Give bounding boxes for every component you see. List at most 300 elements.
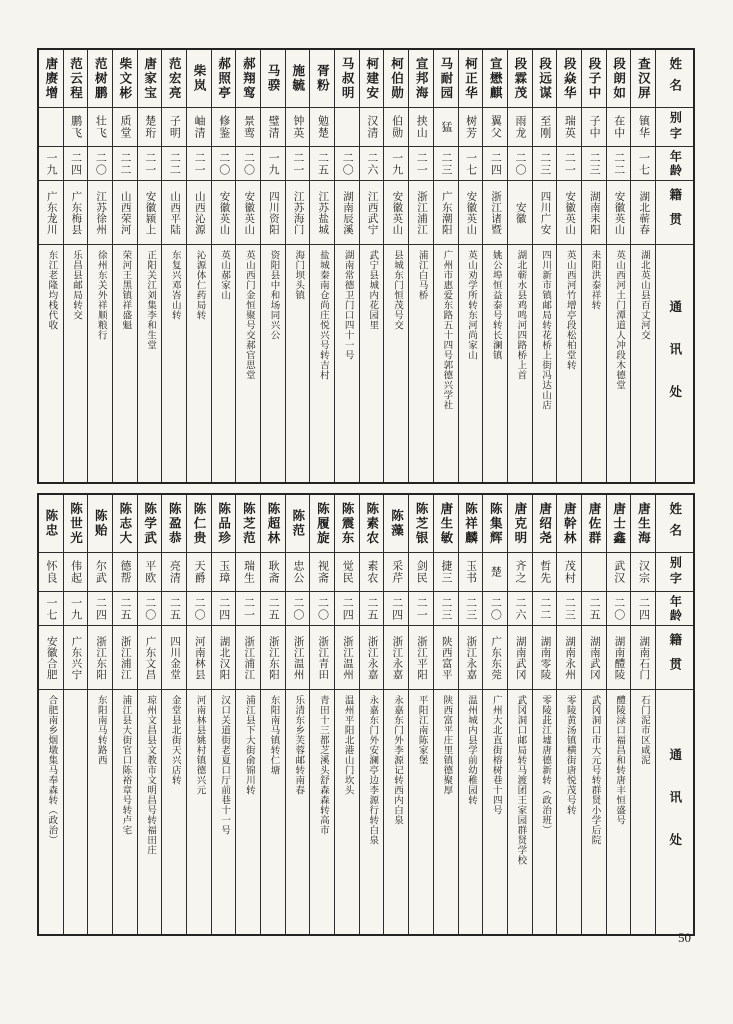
- entry-name: 施毓: [290, 64, 305, 93]
- entry-native-place: 广东文昌: [144, 635, 156, 680]
- name-cell: [582, 495, 606, 553]
- name-cell: [212, 50, 236, 108]
- entry-age: 二五: [119, 596, 132, 621]
- entry-address: 醴陵渌口福昌和转唐丰恒盛号: [614, 695, 625, 825]
- entry-age: 二四: [341, 596, 354, 621]
- entry-address: 温州城内县学前幼稚园转: [466, 695, 477, 805]
- address-cell: [533, 690, 557, 934]
- entry-native-place: 浙江永嘉: [391, 635, 403, 680]
- entry-age: 二〇: [489, 596, 502, 621]
- courtesy-name-cell: [261, 108, 285, 147]
- entry-native-place: 安徽英山: [391, 190, 403, 235]
- address-cell: [533, 245, 557, 482]
- name-cell: [138, 495, 162, 553]
- entry-address: 琼州文昌县文教市文明昌号转福田庄: [145, 695, 156, 855]
- native-place-cell: [212, 626, 236, 690]
- entry-column: [606, 50, 631, 482]
- native-place-cell: [113, 181, 137, 245]
- age-cell: [459, 147, 483, 181]
- entry-column: [556, 50, 581, 482]
- entry-name: 唐生敏: [438, 501, 453, 546]
- name-cell: [236, 50, 260, 108]
- age-cell: [286, 147, 310, 181]
- entry-native-place: 湖南辰溪: [341, 190, 353, 235]
- entry-column: [285, 495, 310, 934]
- entry-age: 一九: [44, 151, 57, 176]
- entry-name: 唐赓增: [43, 56, 58, 101]
- age-cell: [409, 147, 433, 181]
- name-cell: [557, 50, 581, 108]
- courtesy-name-cell: [39, 553, 63, 592]
- courtesy-name-cell: [557, 553, 581, 592]
- entry-address: 沁源体仁药局转: [194, 250, 205, 320]
- name-cell: [310, 495, 334, 553]
- entry-courtesy-name: 瑞英: [563, 115, 576, 139]
- header-column: [655, 50, 693, 482]
- native-place-cell: [483, 626, 507, 690]
- entry-name: 唐克明: [512, 501, 527, 546]
- native-place-cell: [459, 626, 483, 690]
- entry-address: 陕西富平庄里镇德聚厚: [441, 695, 452, 795]
- native-place-cell: [409, 626, 433, 690]
- entry-address: 浦江县下大街俞锦川转: [243, 695, 254, 795]
- entry-age: 二五: [365, 596, 378, 621]
- entry-name: 陈震东: [340, 501, 355, 546]
- entry-column: [235, 50, 260, 482]
- age-cell: [162, 147, 186, 181]
- entry-column: [211, 495, 236, 934]
- entry-courtesy-name: 鹏飞: [69, 115, 82, 139]
- name-cell: [483, 495, 507, 553]
- entry-age: 二〇: [143, 596, 156, 621]
- entry-address: 武宁县城内花园里: [367, 250, 378, 330]
- address-cell: [187, 690, 211, 934]
- entry-courtesy-name: 镇华: [637, 115, 650, 139]
- address-cell: [631, 245, 655, 482]
- native-place-cell: [138, 626, 162, 690]
- address-cell: [607, 245, 631, 482]
- entry-age: 二四: [637, 596, 650, 621]
- entry-name: 陈履旋: [315, 501, 330, 546]
- entry-address: 青田十三都芝溪头舒森森转高市: [317, 695, 328, 835]
- entry-courtesy-name: 雨龙: [514, 115, 527, 139]
- courtesy-name-cell: [138, 108, 162, 147]
- entry-address: 四川新市镇邮局转花桥上街冯达山店: [540, 250, 551, 410]
- entry-native-place: 浙江青田: [317, 635, 329, 680]
- entry-age: 二一: [291, 151, 304, 176]
- address-cell: [582, 690, 606, 934]
- entry-native-place: 广东东莞: [490, 635, 502, 680]
- entry-age: 二五: [316, 151, 329, 176]
- entry-native-place: 湖南永州: [564, 635, 576, 680]
- entry-courtesy-name: 齐之: [514, 560, 527, 584]
- entry-courtesy-name: 至刚: [538, 115, 551, 139]
- entry-column: [507, 495, 532, 934]
- courtesy-name-cell: [360, 553, 384, 592]
- age-cell: [557, 592, 581, 626]
- entry-courtesy-name: 汉宗: [637, 560, 650, 584]
- address-cell: [483, 690, 507, 934]
- column-header-courtesy-name: 别字: [668, 556, 683, 588]
- address-cell: [434, 245, 458, 482]
- address-cell: [162, 245, 186, 482]
- entry-courtesy-name: 采芹: [390, 560, 403, 584]
- entry-column: [161, 50, 186, 482]
- entry-address: 湖北蕲水县鸡鸣河四路桥上首: [515, 250, 526, 380]
- header-cell-courtesy-name: [656, 108, 693, 147]
- entry-address: 姚公埠恒益泰号转长澜镇: [490, 250, 501, 360]
- entry-address: 零陵黄汤镇横街唐悦茂号转: [564, 695, 575, 815]
- courtesy-name-cell: [335, 553, 359, 592]
- entry-age: 二五: [588, 596, 601, 621]
- name-cell: [360, 495, 384, 553]
- address-cell: [261, 245, 285, 482]
- age-cell: [434, 592, 458, 626]
- entry-name: 陈芝银: [414, 501, 429, 546]
- entry-courtesy-name: 伯勋: [390, 115, 403, 139]
- entry-courtesy-name: 瑞生: [242, 560, 255, 584]
- native-place-cell: [286, 626, 310, 690]
- entry-age: 二一: [143, 151, 156, 176]
- age-cell: [187, 592, 211, 626]
- name-cell: [187, 50, 211, 108]
- name-cell: [360, 50, 384, 108]
- address-cell: [212, 245, 236, 482]
- entry-name: 唐士鑫: [611, 501, 626, 546]
- entry-courtesy-name: 茂村: [563, 560, 576, 584]
- name-cell: [607, 50, 631, 108]
- age-cell: [582, 592, 606, 626]
- entry-native-place: 安徽英山: [465, 190, 477, 235]
- name-cell: [310, 50, 334, 108]
- native-place-cell: [533, 626, 557, 690]
- address-cell: [557, 245, 581, 482]
- entry-name: 陈芝范: [241, 501, 256, 546]
- entry-age: 二〇: [612, 596, 625, 621]
- entry-native-place: 湖南石门: [638, 635, 650, 680]
- entry-column: [482, 50, 507, 482]
- header-column: [655, 495, 693, 934]
- age-cell: [360, 592, 384, 626]
- courtesy-name-cell: [162, 108, 186, 147]
- entry-courtesy-name: 子中: [588, 115, 601, 139]
- address-cell: [236, 690, 260, 934]
- entry-address: 平阳江南陈家堡: [416, 695, 427, 765]
- age-cell: [113, 592, 137, 626]
- entry-address: 湖北英山县百丈河交: [638, 250, 649, 340]
- native-place-cell: [434, 626, 458, 690]
- address-cell: [261, 690, 285, 934]
- entry-column: [606, 495, 631, 934]
- native-place-cell: [582, 181, 606, 245]
- courtesy-name-cell: [286, 553, 310, 592]
- entry-courtesy-name: 勉楚: [316, 115, 329, 139]
- entry-age: 二三: [538, 151, 551, 176]
- entry-native-place: 安徽英山: [613, 190, 625, 235]
- name-cell: [434, 50, 458, 108]
- entry-native-place: 江苏海门: [292, 190, 304, 235]
- entry-native-place: 浙江温州: [292, 635, 304, 680]
- entry-native-place: 湖北汉阳: [218, 635, 230, 680]
- name-cell: [631, 50, 655, 108]
- entry-age: 二一: [563, 151, 576, 176]
- native-place-cell: [508, 626, 532, 690]
- courtesy-name-cell: [533, 108, 557, 147]
- name-cell: [384, 50, 408, 108]
- address-cell: [360, 690, 384, 934]
- courtesy-name-cell: [64, 553, 88, 592]
- age-cell: [310, 147, 334, 181]
- address-cell: [384, 690, 408, 934]
- entry-courtesy-name: 耿斋: [267, 560, 280, 584]
- entry-name: 唐生海: [636, 501, 651, 546]
- entry-native-place: 浙江永嘉: [465, 635, 477, 680]
- column-header-age: 年龄: [668, 594, 683, 623]
- address-cell: [138, 245, 162, 482]
- age-cell: [64, 147, 88, 181]
- entry-column: [458, 50, 483, 482]
- age-cell: [533, 147, 557, 181]
- entry-name: 唐幹林: [562, 501, 577, 546]
- entry-column: [112, 495, 137, 934]
- entry-courtesy-name: 子明: [168, 115, 181, 139]
- entry-name: 柴文彬: [117, 56, 132, 101]
- entry-column: [260, 50, 285, 482]
- entry-age: 一九: [267, 151, 280, 176]
- native-place-cell: [286, 181, 310, 245]
- entry-courtesy-name: 玉璋: [217, 560, 230, 584]
- entry-age: 二〇: [514, 151, 527, 176]
- native-place-cell: [88, 181, 112, 245]
- age-cell: [88, 592, 112, 626]
- entry-name: 宣邦海: [414, 56, 429, 101]
- name-cell: [261, 50, 285, 108]
- name-cell: [409, 495, 433, 553]
- courtesy-name-cell: [384, 108, 408, 147]
- address-cell: [286, 690, 310, 934]
- entry-courtesy-name: 树芳: [464, 115, 477, 139]
- entry-age: 二五: [267, 596, 280, 621]
- entry-name: 陈仁贵: [191, 501, 206, 546]
- native-place-cell: [434, 181, 458, 245]
- age-cell: [138, 592, 162, 626]
- native-place-cell: [212, 181, 236, 245]
- name-cell: [261, 495, 285, 553]
- entry-native-place: 安徽英山: [243, 190, 255, 235]
- name-cell: [384, 495, 408, 553]
- name-cell: [607, 495, 631, 553]
- entry-courtesy-name: 剑民: [415, 560, 428, 584]
- name-cell: [286, 50, 310, 108]
- courtesy-name-cell: [212, 553, 236, 592]
- native-place-cell: [384, 626, 408, 690]
- entry-age: 二四: [94, 596, 107, 621]
- entry-name: 柯建安: [364, 56, 379, 101]
- entry-age: 二二: [538, 596, 551, 621]
- entry-column: [433, 50, 458, 482]
- entry-column: [186, 50, 211, 482]
- native-place-cell: [384, 181, 408, 245]
- entry-address: 英山西门金恒聚号交郝官思堂: [243, 250, 254, 380]
- entry-address: 温州平阳北港山门坎头: [342, 695, 353, 795]
- entry-native-place: 安徽: [514, 201, 526, 224]
- entry-native-place: 山西沁源: [193, 190, 205, 235]
- courtesy-name-cell: [631, 108, 655, 147]
- courtesy-name-cell: [483, 553, 507, 592]
- entry-column: [334, 50, 359, 482]
- entry-native-place: 浙江诸暨: [490, 190, 502, 235]
- entry-address: 县城东门恒茂号交: [391, 250, 402, 330]
- native-place-cell: [138, 181, 162, 245]
- age-cell: [483, 147, 507, 181]
- courtesy-name-cell: [508, 553, 532, 592]
- entry-courtesy-name: 天爵: [193, 560, 206, 584]
- entry-native-place: 浙江永嘉: [366, 635, 378, 680]
- courtesy-name-cell: [631, 553, 655, 592]
- native-place-cell: [631, 181, 655, 245]
- entry-name: 陈素农: [364, 501, 379, 546]
- entry-name: 陈品珍: [216, 501, 231, 546]
- age-cell: [459, 592, 483, 626]
- entry-courtesy-name: 德帮: [119, 560, 132, 584]
- entry-address: 永嘉东门外李源记转西内白泉: [391, 695, 402, 825]
- entry-column: [39, 50, 63, 482]
- courtesy-name-cell: [286, 108, 310, 147]
- native-place-cell: [162, 626, 186, 690]
- name-cell: [88, 495, 112, 553]
- entry-native-place: 浙江东阳: [95, 635, 107, 680]
- entry-address: 东阳南马转路西: [95, 695, 106, 765]
- courtesy-name-cell: [113, 553, 137, 592]
- address-cell: [459, 690, 483, 934]
- entry-age: 二三: [439, 151, 452, 176]
- entry-column: [408, 495, 433, 934]
- native-place-cell: [113, 626, 137, 690]
- entry-address: 英山郝家山: [219, 250, 230, 300]
- native-place-cell: [261, 626, 285, 690]
- native-place-cell: [607, 626, 631, 690]
- native-place-cell: [64, 181, 88, 245]
- entry-courtesy-name: 楚: [489, 566, 502, 578]
- entry-column: [359, 495, 384, 934]
- entry-column: [63, 50, 88, 482]
- entry-name: 柯伯勋: [389, 56, 404, 101]
- courtesy-name-cell: [236, 108, 260, 147]
- address-cell: [409, 690, 433, 934]
- age-cell: [483, 592, 507, 626]
- courtesy-name-cell: [261, 553, 285, 592]
- age-cell: [557, 147, 581, 181]
- native-place-cell: [508, 181, 532, 245]
- entry-name: 陈藻: [389, 509, 404, 538]
- entry-courtesy-name: 景鸾: [242, 115, 255, 139]
- address-cell: [88, 690, 112, 934]
- courtesy-name-cell: [483, 108, 507, 147]
- entry-native-place: 湖南武冈: [588, 635, 600, 680]
- address-cell: [310, 245, 334, 482]
- native-place-cell: [39, 626, 63, 690]
- age-cell: [138, 147, 162, 181]
- age-cell: [607, 147, 631, 181]
- address-cell: [508, 245, 532, 482]
- entry-name: 唐绍尧: [537, 501, 552, 546]
- entry-column: [383, 495, 408, 934]
- courtesy-name-cell: [335, 108, 359, 147]
- entry-age: 二六: [514, 596, 527, 621]
- age-cell: [582, 147, 606, 181]
- age-cell: [212, 592, 236, 626]
- courtesy-name-cell: [187, 553, 211, 592]
- age-cell: [335, 592, 359, 626]
- entry-address: 东江老隆均栈代收: [46, 250, 57, 330]
- entry-courtesy-name: 在中: [612, 115, 625, 139]
- name-cell: [459, 495, 483, 553]
- name-cell: [162, 495, 186, 553]
- entry-name: 段霖茂: [512, 56, 527, 101]
- entry-column: [112, 50, 137, 482]
- entry-age: 二一: [242, 596, 255, 621]
- entry-column: [309, 50, 334, 482]
- age-cell: [335, 147, 359, 181]
- entry-courtesy-name: 钟英: [291, 115, 304, 139]
- name-cell: [113, 50, 137, 108]
- entry-name: 查汉屏: [636, 56, 651, 101]
- courtesy-name-cell: [582, 108, 606, 147]
- name-cell: [557, 495, 581, 553]
- courtesy-name-cell: [557, 108, 581, 147]
- entry-column: [87, 495, 112, 934]
- name-cell: [335, 495, 359, 553]
- entry-column: [630, 495, 655, 934]
- name-cell: [533, 50, 557, 108]
- column-header-courtesy-name: 别字: [668, 111, 683, 143]
- entry-name: 柴岚: [191, 64, 206, 93]
- age-cell: [261, 147, 285, 181]
- native-place-cell: [310, 181, 334, 245]
- age-cell: [187, 147, 211, 181]
- entry-name: 唐家宝: [142, 56, 157, 101]
- entry-age: 二一: [193, 151, 206, 176]
- courtesy-name-cell: [582, 553, 606, 592]
- entry-age: 二二: [612, 151, 625, 176]
- entry-name: 段朗如: [611, 56, 626, 101]
- native-place-cell: [557, 626, 581, 690]
- entry-address: 河南林县姚村镇德兴元: [194, 695, 205, 795]
- native-place-cell: [261, 181, 285, 245]
- entry-age: 一七: [44, 596, 57, 621]
- native-place-cell: [533, 181, 557, 245]
- courtesy-name-cell: [310, 108, 334, 147]
- header-cell-address: [656, 245, 693, 482]
- address-cell: [459, 245, 483, 482]
- native-place-cell: [409, 181, 433, 245]
- age-cell: [533, 592, 557, 626]
- entry-address: 浦江白马桥: [416, 250, 427, 300]
- entry-name: 宣懋麒: [488, 56, 503, 101]
- entry-courtesy-name: 玉书: [464, 560, 477, 584]
- age-cell: [508, 592, 532, 626]
- entry-column: [433, 495, 458, 934]
- entry-age: 二六: [365, 151, 378, 176]
- entry-address: 合肥南乡烟墩集马奉森转（政治）: [46, 695, 57, 845]
- entry-native-place: 河南林县: [193, 635, 205, 680]
- entry-name: 马骙: [266, 64, 281, 93]
- courtesy-name-cell: [508, 108, 532, 147]
- entry-native-place: 安徽英山: [218, 190, 230, 235]
- entry-name: 陈祥麟: [463, 501, 478, 546]
- entry-age: 二一: [415, 596, 428, 621]
- entry-column: [532, 50, 557, 482]
